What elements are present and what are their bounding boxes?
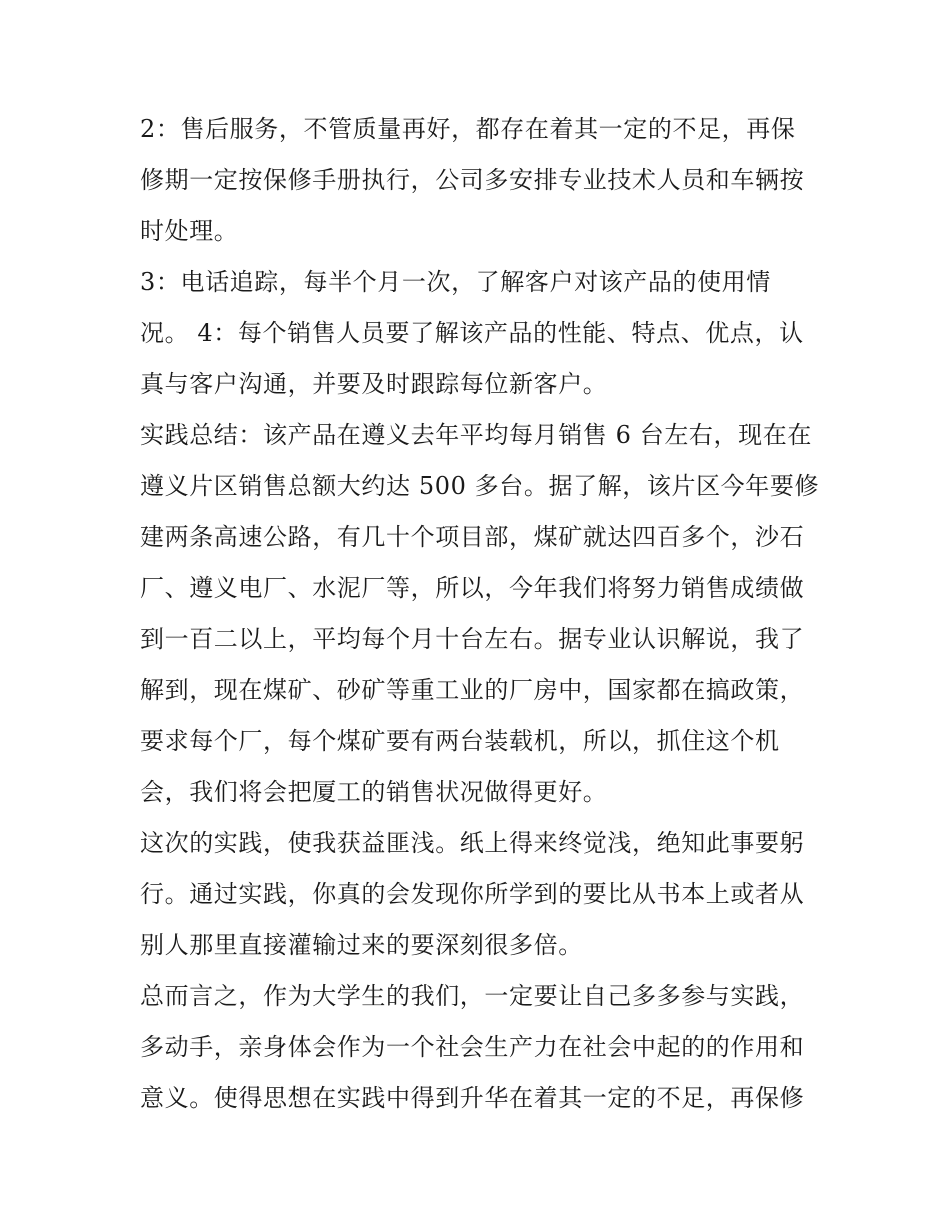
paragraph-conclusion: 总而言之，作为大学生的我们，一定要让自己多多参与实践，多动手，亲身体会作为一个社会生产力在社会中起的的作用和意义。使得思想在实践中得到升华在着其一定的不足，再保修	[140, 982, 805, 1112]
paragraph-after-sales-service: 2：售后服务，不管质量再好，都存在着其一定的不足，再保修期一定按保修手册执行，公司多安排专业技术人员和车辆按时处理。	[140, 115, 805, 245]
paragraph-reflection: 这次的实践，使我获益匪浅。纸上得来终觉浅，绝知此事要躬行。通过实践，你真的会发现你所学到的要比从书本上或者从别人那里直接灌输过来的要深刻很多倍。	[140, 829, 805, 959]
paragraph-practice-summary: 实践总结：该产品在遵义去年平均每月销售 6 台左右，现在在遵义片区销售总额大约达 500 多台。据了解，该片区今年要修建两条高速公路，有几十个项目部，煤矿就达四百多个，沙石厂、遵义电厂、水泥厂等，所以，今年我们将努力销售成绩做到一百二以上，平均每个月十台左右。据专业认识解说，我了解到，现在煤矿、砂矿等重工业的厂房中，国家都在搞政策，要求每个厂，每个煤矿要有两台装载机，所以，抓住这个机会，我们将会把厦工的销售状况做得更好。	[140, 421, 820, 806]
paragraph-phone-tracking: 3：电话追踪，每半个月一次，了解客户对该产品的使用情况。 4：每个销售人员要了解该产品的性能、特点、优点，认真与客户沟通，并要及时跟踪每位新客户。	[140, 268, 804, 398]
document-body	[140, 104, 820, 1124]
